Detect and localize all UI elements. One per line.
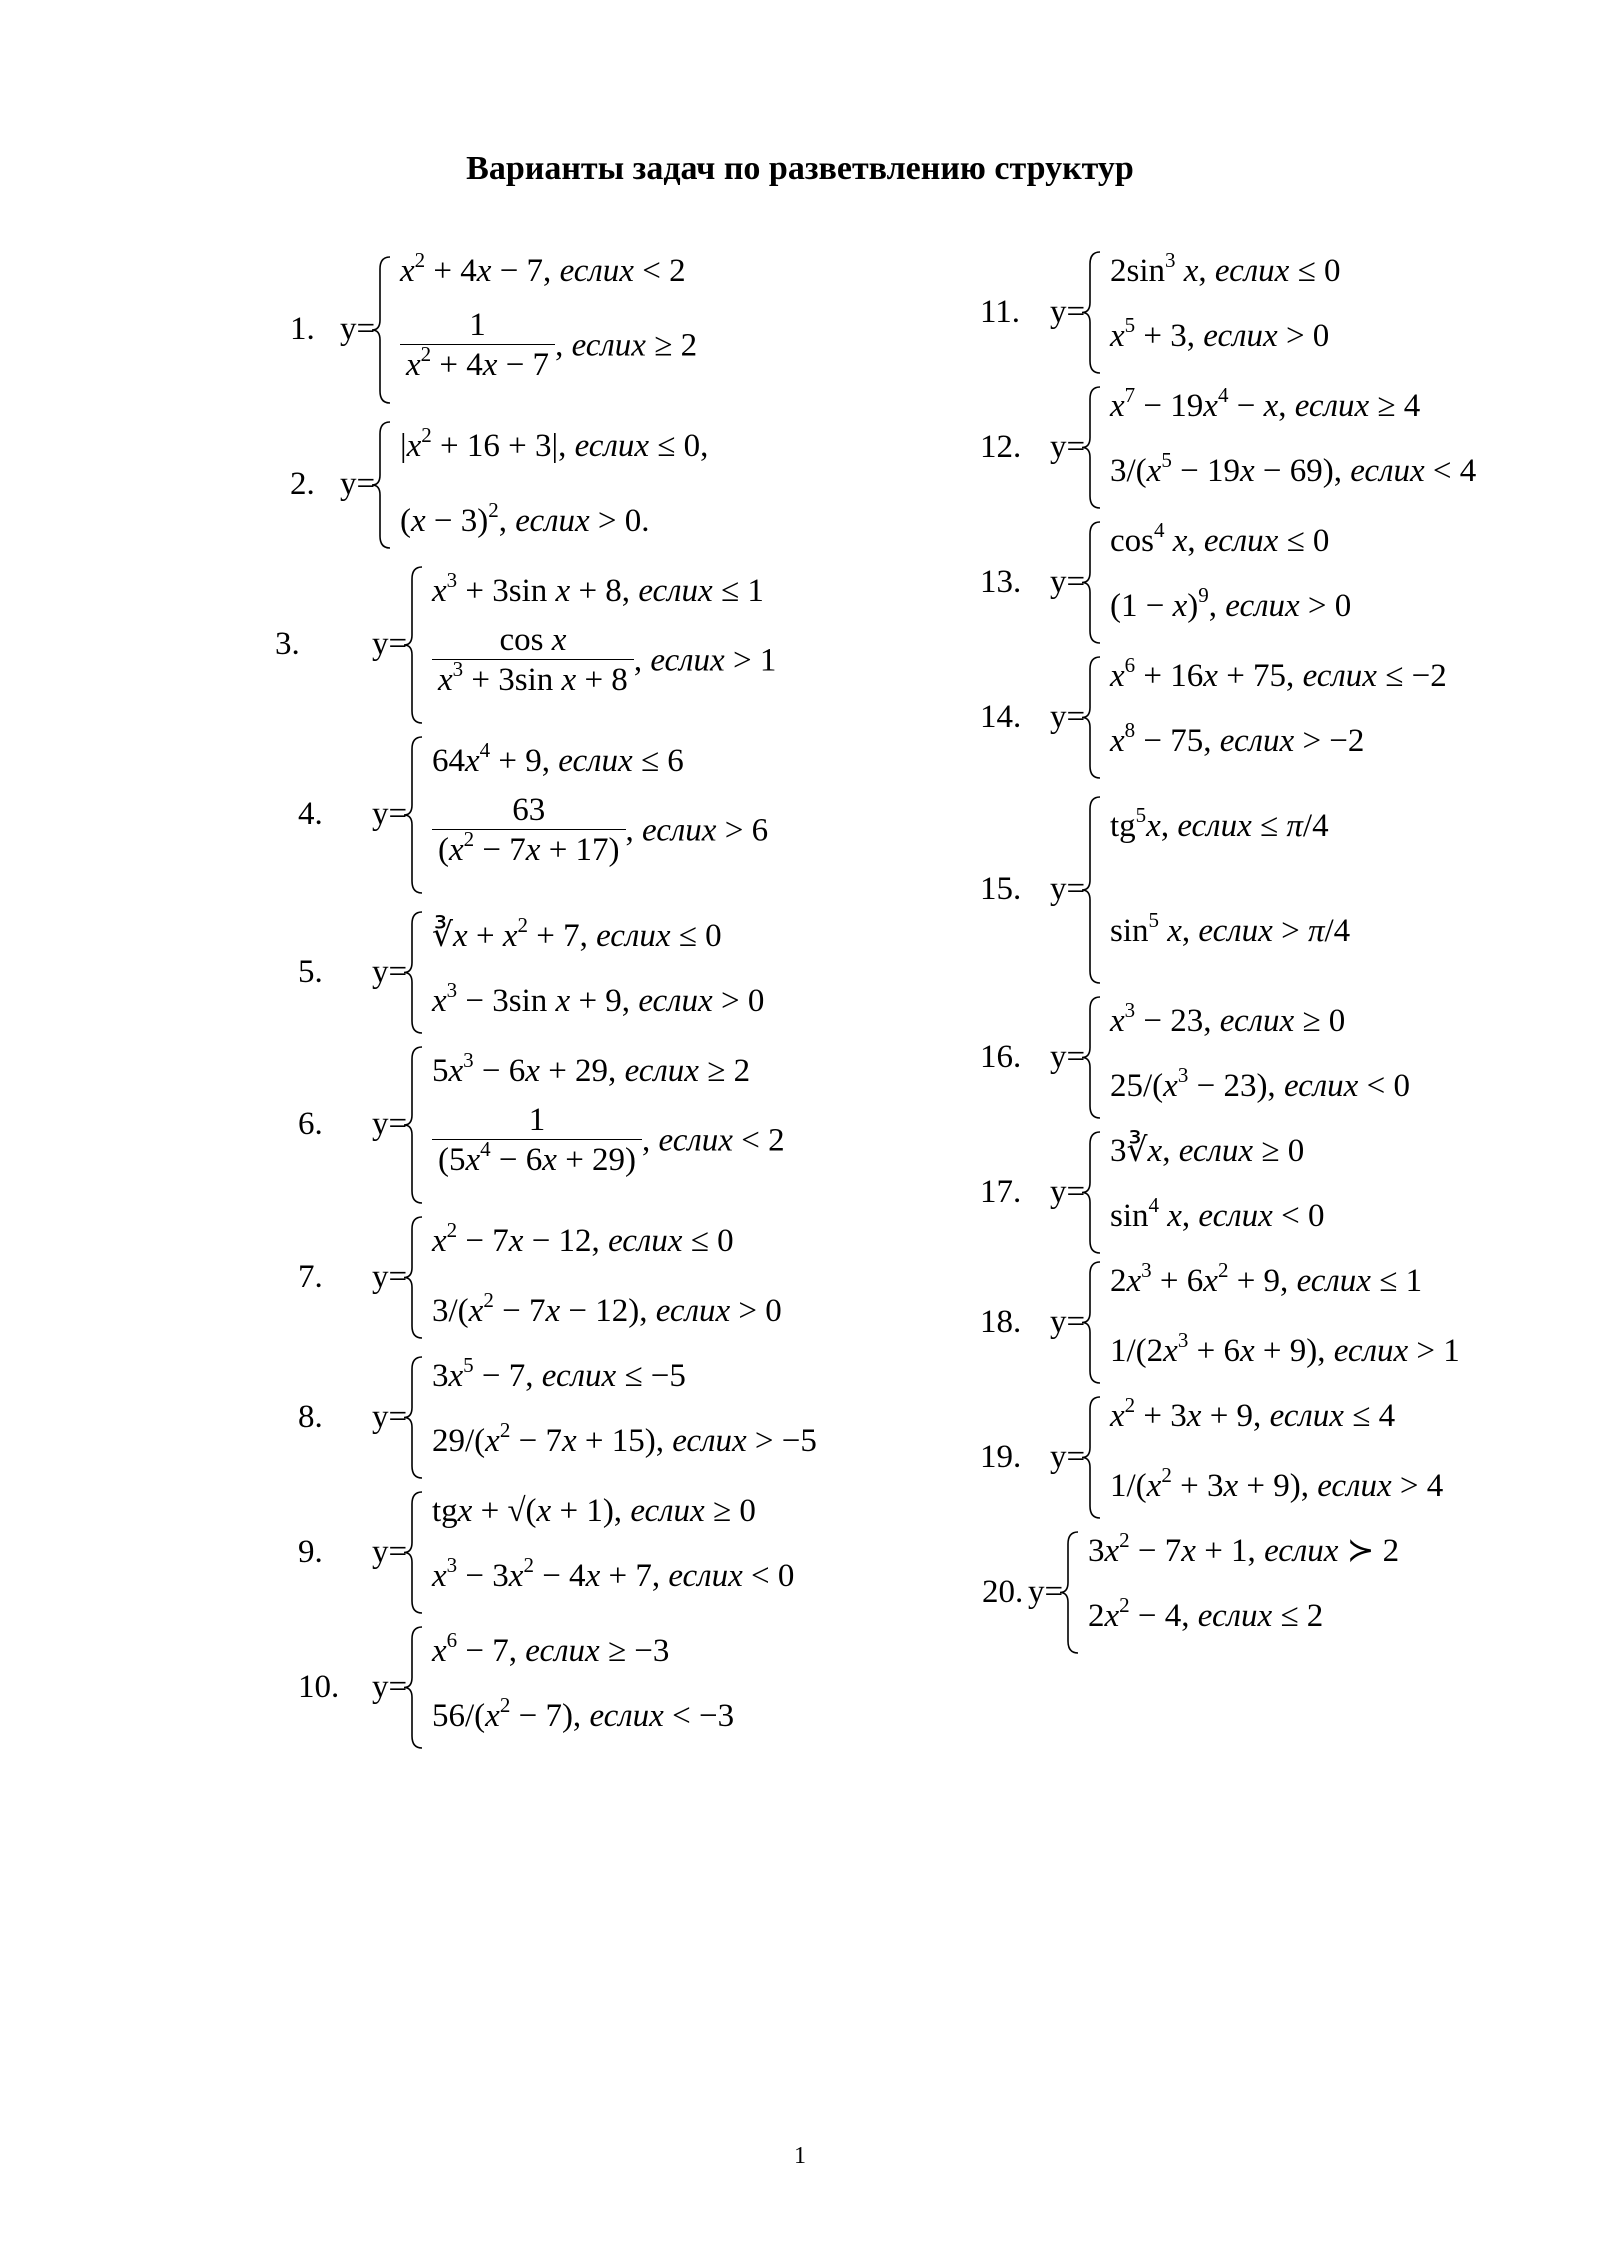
fraction: $\frac{1}{(5x^4 - 6x + 29)}$: [432, 1101, 642, 1181]
problem-number: 19.: [980, 1438, 1022, 1475]
curly-brace-icon: [402, 735, 426, 895]
problem-number: 7.: [298, 1258, 323, 1295]
case-condition-1: $|x^2 + 16 + 3|$, еслих ≤ 0,: [400, 423, 709, 464]
case-condition-2: $\frac{\text{cos x}}{x^3 + 3\sin x + 8}$ , еслих > 1: [432, 623, 776, 703]
fraction: $\frac{\text{cos x}}{x^3 + 3\sin x + 8}$: [432, 621, 634, 701]
case-condition-1: $x^3 + 3\sin$ x + 8, еслих ≤ 1: [432, 568, 764, 609]
problem-number: 4.: [298, 796, 323, 832]
problem-number: 6.: [298, 1106, 323, 1142]
case-condition-1: $x^7 - 19x^4 - x$, еслих ≥ 4: [1110, 383, 1421, 424]
y-equals-label: y=: [372, 953, 408, 990]
y-equals-label: y=: [340, 311, 376, 347]
curly-brace-icon: [402, 1490, 426, 1615]
page-title: Варианты задач по разветвлению структур: [466, 150, 1134, 187]
case-condition-2: $(x - 3)^2$, еслих > 0.: [400, 498, 650, 539]
problem-number: 10.: [298, 1668, 340, 1705]
y-equals-label: y=: [1050, 293, 1086, 330]
case-condition-1: $x^2 - 7x - 12$, еслих ≤ 0: [432, 1218, 734, 1259]
case-condition-1: $\cos^4 x$, еслих ≤ 0: [1110, 518, 1330, 559]
curly-brace-icon: [1080, 250, 1104, 375]
curly-brace-icon: [1080, 385, 1104, 510]
y-equals-label: y=: [1050, 428, 1086, 465]
case-condition-1: $x^6 - 7$, еслих ≥ −3: [432, 1628, 670, 1669]
case-condition-2: $\frac{63}{(x^2 - 7x + 17)}$ , еслих > 6: [432, 793, 768, 873]
case-condition-1: $x^3 - 23$, еслих ≥ 0: [1110, 998, 1346, 1039]
y-equals-label: y=: [1050, 563, 1086, 600]
case-condition-1: $2\sin^3$ x, еслих ≤ 0: [1110, 248, 1341, 289]
page-number: 1: [794, 2143, 806, 2169]
case-condition-2: $\frac{1}{x^2 + 4x - 7}$ , еслих ≥ 2: [400, 308, 697, 388]
problem-number: 2.: [290, 466, 315, 502]
y-equals-label: y=: [372, 796, 408, 832]
case-condition-1: $x^6 + 16x + 75$, еслих ≤ −2: [1110, 653, 1447, 694]
y-equals-label: y=: [1050, 871, 1086, 907]
case-condition-1: $5x^3 - 6x + 29$, еслих ≥ 2: [432, 1048, 751, 1089]
problem-number: 18.: [980, 1303, 1022, 1340]
problem-number: 16.: [980, 1038, 1022, 1075]
problem-number: 5.: [298, 953, 323, 990]
y-equals-label: y=: [372, 1398, 408, 1435]
fraction: $\frac{63}{(x^2 - 7x + 17)}$: [432, 791, 626, 871]
problem-number: 3.: [275, 626, 300, 662]
curly-brace-icon: [1080, 1395, 1104, 1520]
y-equals-label: y=: [1050, 1438, 1086, 1475]
y-equals-label: y=: [1050, 1303, 1086, 1340]
curly-brace-icon: [1080, 520, 1104, 645]
y-equals-label: y=: [1050, 1173, 1086, 1210]
problem-number: 12.: [980, 428, 1022, 465]
case-condition-2: $25/(x^3 - 23)$, еслих < 0: [1110, 1063, 1410, 1104]
y-equals-label: y=: [1050, 1038, 1086, 1075]
problem-number: 1.: [290, 311, 315, 347]
case-condition-1: $2x^3 + 6x^2 + 9$, еслих ≤ 1: [1110, 1258, 1423, 1299]
case-condition-2: $x^3 - 3x^2 - 4x + 7$, еслих < 0: [432, 1553, 795, 1594]
case-condition-2: $2x^2 - 4$, еслих ≤ 2: [1088, 1593, 1324, 1634]
fraction: $\frac{1}{x^2 + 4x - 7}$: [400, 306, 555, 386]
case-condition-2: $x^3 - 3\sin$ x + 9, еслих > 0: [432, 978, 765, 1019]
case-condition-2: $\sin^4 x$, еслих < 0: [1110, 1193, 1325, 1234]
case-condition-2: $(1 - x)^9$, еслих > 0: [1110, 583, 1352, 624]
y-equals-label: y=: [372, 626, 408, 662]
case-condition-1: $64x^4 + 9$, еслих ≤ 6: [432, 738, 684, 779]
problem-number: 14.: [980, 698, 1022, 735]
curly-brace-icon: [370, 255, 394, 405]
curly-brace-icon: [1080, 795, 1104, 985]
y-equals-label: y=: [1028, 1573, 1064, 1610]
y-equals-label: y=: [372, 1106, 408, 1142]
curly-brace-icon: [1080, 655, 1104, 780]
y-equals-label: y=: [372, 1258, 408, 1295]
case-condition-2: $\sin^5 x$, еслих > π/4: [1110, 908, 1351, 949]
curly-brace-icon: [402, 1215, 426, 1340]
case-condition-2: $56/(x^2 - 7)$, еслих < −3: [432, 1693, 735, 1734]
case-condition-2: $3/(x^5 - 19x - 69)$, еслих < 4: [1110, 448, 1477, 489]
case-condition-2: $29/(x^2 - 7x + 15)$, еслих > −5: [432, 1418, 817, 1459]
case-condition-2: $x^5 + 3$, еслих > 0: [1110, 313, 1330, 354]
case-condition-2: $1/(x^2 + 3x + 9)$, еслих > 4: [1110, 1463, 1444, 1504]
curly-brace-icon: [402, 1625, 426, 1750]
problem-number: 11.: [980, 293, 1021, 330]
case-condition-2: $x^8 - 75$, еслих > −2: [1110, 718, 1365, 759]
curly-brace-icon: [1080, 995, 1104, 1120]
case-condition-1: $x^2 + 3x + 9$, еслих ≤ 4: [1110, 1393, 1396, 1434]
problem-number: 8.: [298, 1398, 323, 1435]
curly-brace-icon: [1080, 1130, 1104, 1255]
case-condition-1: $3x^2 - 7x + 1$, еслих ≻ 2: [1088, 1528, 1400, 1569]
case-condition-1: 3∛x, еслих ≥ 0: [1110, 1133, 1305, 1169]
case-condition-1: $x^2 + 4x - 7$, еслих < 2: [400, 248, 686, 289]
curly-brace-icon: [1058, 1530, 1082, 1655]
y-equals-label: y=: [372, 1533, 408, 1570]
y-equals-label: y=: [340, 466, 376, 502]
curly-brace-icon: [370, 420, 394, 550]
problem-number: 17.: [980, 1173, 1022, 1210]
case-condition-1: $tg^5x$, еслих ≤ π/4: [1110, 803, 1329, 844]
case-condition-2: $\frac{1}{(5x^4 - 6x + 29)}$ , еслих < 2: [432, 1103, 785, 1183]
problem-number: 20.: [982, 1573, 1024, 1610]
curly-brace-icon: [402, 1045, 426, 1205]
case-condition-1: $3x^5 - 7$, еслих ≤ −5: [432, 1353, 686, 1394]
case-condition-1: ∛x + $x^2 + 7$, еслих ≤ 0: [432, 913, 722, 954]
curly-brace-icon: [402, 565, 426, 725]
y-equals-label: y=: [1050, 698, 1086, 735]
y-equals-label: y=: [372, 1668, 408, 1705]
curly-brace-icon: [402, 910, 426, 1035]
curly-brace-icon: [402, 1355, 426, 1480]
case-condition-2: $1/(2x^3 + 6x + 9)$, еслих > 1: [1110, 1328, 1460, 1369]
case-condition-2: $3/(x^2 - 7x - 12)$, еслих > 0: [432, 1288, 782, 1329]
problem-number: 15.: [980, 871, 1022, 907]
problem-number: 9.: [298, 1533, 323, 1570]
curly-brace-icon: [1080, 1260, 1104, 1385]
case-condition-1: tgx + √(x + 1), еслих ≥ 0: [432, 1493, 756, 1529]
problem-number: 13.: [980, 563, 1022, 600]
